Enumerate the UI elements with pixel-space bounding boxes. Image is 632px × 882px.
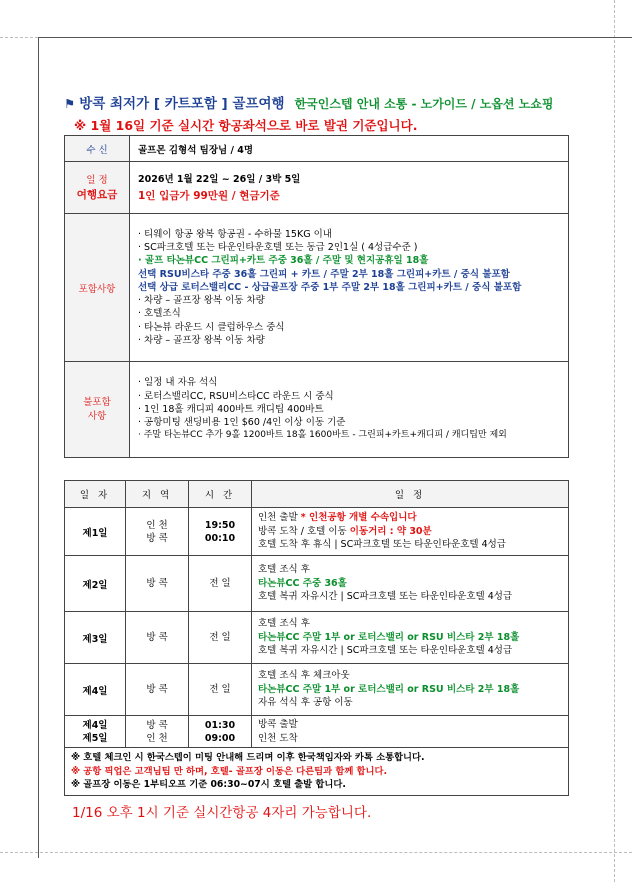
included-item: · 골프 타논뷰CC 그린피+카트 주중 36홀 / 주말 및 현지공휴일 18홀 <box>138 255 429 267</box>
day-location: 방 콕 <box>126 556 189 612</box>
plan-line: 호텔 조식 후 <box>258 564 310 576</box>
day-label <box>65 716 126 748</box>
day-label: 제1일 <box>65 508 126 556</box>
location-line: 인 천 <box>146 732 168 744</box>
time-line: 09:00 <box>204 732 236 744</box>
notes-row <box>65 748 569 796</box>
plan-line: 인천 도착 <box>258 732 298 744</box>
included-label: 포함사항 <box>65 214 130 362</box>
notes-cell <box>65 748 569 796</box>
booking-notice: ※ 1월 16일 기준 실시간 항공좌석으로 바로 발권 기준입니다. <box>74 118 418 133</box>
flag-icon: ⚑ <box>64 96 76 111</box>
excluded-label-2: 사항 <box>87 410 107 422</box>
schedule-label-2: 여행요금 <box>76 188 118 201</box>
time-line: 01:30 <box>204 719 236 731</box>
location-line: 방 콕 <box>146 719 168 731</box>
excluded-list <box>130 362 569 458</box>
location-line: 방 콕 <box>146 532 168 544</box>
plan-highlight: 이동거리 : 약 30분 <box>349 525 432 537</box>
day-time <box>189 508 252 556</box>
day-location <box>126 716 189 748</box>
excluded-row <box>65 362 569 458</box>
day-time: 전 일 <box>189 556 252 612</box>
day-location: 방 콕 <box>126 664 189 716</box>
included-item: · SC파크호텔 또는 타운인타운호텔 또는 동급 2인1실 ( 4성급수준 ) <box>138 242 418 254</box>
schedule-row <box>65 162 569 214</box>
header-date: 일 자 <box>65 481 126 508</box>
location-line: 인 천 <box>146 519 168 531</box>
schedule-dates: 2026년 1월 22일 ~ 26일 / 3박 5일 <box>138 173 301 185</box>
plan-line <box>258 511 562 525</box>
included-item: · 티웨이 항공 왕복 항공권 - 수하물 15KG 이내 <box>138 229 332 241</box>
day-label: 제3일 <box>65 612 126 664</box>
excluded-label-1: 불포함 <box>83 396 111 408</box>
excluded-item: · 로터스밸리CC, RSU비스타CC 라운드 시 중식 <box>138 390 334 402</box>
itinerary-header-row <box>65 481 569 508</box>
document-title <box>64 92 553 112</box>
recipient-row <box>65 136 569 162</box>
day-plan <box>252 716 569 748</box>
day-row <box>65 556 569 612</box>
note-line: ※ 공항 픽업은 고객님팀 만 하며, 호텔- 골프장 이동은 다른팀과 함께 합니다. <box>71 765 388 777</box>
plan-line: 방콕 출발 <box>258 719 298 730</box>
included-row <box>65 214 569 362</box>
day-plan <box>252 664 569 716</box>
schedule-price: 1인 입금가 99만원 / 현금기준 <box>138 189 280 202</box>
excluded-item: · 일정 내 자유 석식 <box>138 377 218 389</box>
note-line: ※ 호텔 체크인 시 한국스텝이 미팅 안내해 드리며 이후 한국책임자와 카톡 소통합니다. <box>71 752 425 763</box>
time-line: 19:50 <box>204 519 236 531</box>
included-item: · 차량 – 골프장 왕복 이동 차량 <box>138 295 265 307</box>
header-plan: 일 정 <box>252 481 569 508</box>
day-plan <box>252 556 569 612</box>
schedule-value <box>130 162 569 214</box>
plan-line: 호텔 조식 후 <box>258 618 310 630</box>
recipient-label: 수 신 <box>65 136 130 162</box>
plan-text: 방콕 도착 / 호텔 이동 <box>258 525 350 537</box>
day-row <box>65 664 569 716</box>
plan-text: 인천 출발 <box>258 512 301 524</box>
excluded-item: · 1인 18홀 캐디피 400바트 캐디팁 400바트 <box>138 403 324 415</box>
day-row <box>65 612 569 664</box>
header-region: 지 역 <box>126 481 189 508</box>
day-time: 전 일 <box>189 612 252 664</box>
day-row <box>65 716 569 748</box>
included-item: 선택 RSU비스타 주중 36홀 그린피 + 카트 / 주말 2부 18홀 그린피+카트 / 중식 불포함 <box>138 268 510 280</box>
included-item: · 차량 – 골프장 왕복 이동 차량 <box>138 334 265 346</box>
included-list <box>130 214 569 362</box>
day-plan <box>252 508 569 556</box>
plan-line: 타논뷰CC 주중 36홀 <box>258 577 347 589</box>
day-label: 제4일 <box>65 664 126 716</box>
plan-highlight: * 인천공항 개별 수속입니다 <box>300 512 417 524</box>
plan-line: 타논뷰CC 주말 1부 or 로터스밸리 or RSU 비스타 2부 18홀 <box>258 631 520 643</box>
included-item: · 호텔조식 <box>138 308 181 320</box>
plan-line: 자유 석식 후 공항 이동 <box>258 697 353 709</box>
day-time <box>189 716 252 748</box>
info-table <box>64 135 569 458</box>
day-label-line: 제5일 <box>82 732 108 744</box>
day-label: 제2일 <box>65 556 126 612</box>
time-line: 00:10 <box>204 532 236 544</box>
schedule-label <box>65 162 130 214</box>
plan-line: 호텔 복귀 자유시간 | SC파크호텔 또는 타운인타운호텔 4성급 <box>258 645 513 657</box>
plan-line: 호텔 도착 후 휴식 | SC파크호텔 또는 타운인타운호텔 4성급 <box>258 539 506 551</box>
day-label-line: 제4일 <box>82 719 108 731</box>
schedule-label-1: 일 정 <box>86 174 108 186</box>
plan-line: 타논뷰CC 주말 1부 or 로터스밸리 or RSU 비스타 2부 18홀 <box>258 683 520 695</box>
included-item: 선택 상급 로터스밸리CC - 상급골프장 주중 1부 주말 2부 18홀 그린피+카트 / 중식 불포함 <box>138 281 522 293</box>
excluded-item: · 주말 타논뷰CC 추가 9홀 1200바트 18홀 1600바트 - 그린피+카트+캐디피 / 캐디팁만 제외 <box>138 430 507 441</box>
included-item: · 타논뷰 라운드 시 클럽하우스 중식 <box>138 321 285 333</box>
day-location <box>126 508 189 556</box>
header-time: 시 간 <box>189 481 252 508</box>
recipient-value: 골프몬 김형석 팀장님 / 4명 <box>130 136 569 162</box>
availability-footer: 1/16 오후 1시 기준 실시간항공 4자리 가능합니다. <box>72 805 372 821</box>
day-time: 전 일 <box>189 664 252 716</box>
day-plan <box>252 612 569 664</box>
itinerary-table <box>64 480 569 796</box>
title-sub: 한국인스텝 안내 소통 - 노가이드 / 노옵션 노쇼핑 <box>294 97 554 111</box>
day-location: 방 콕 <box>126 612 189 664</box>
plan-line: 호텔 조식 후 체크아웃 <box>258 670 350 682</box>
note-line: ※ 골프장 이동은 1부티오프 기준 06:30~07시 호텔 출발 합니다. <box>71 779 346 790</box>
excluded-label <box>65 362 130 458</box>
plan-line: 호텔 복귀 자유시간 | SC파크호텔 또는 타운인타운호텔 4성급 <box>258 591 513 603</box>
plan-line <box>258 525 562 539</box>
title-main: 방콕 최저가 [ 카트포함 ] 골프여행 <box>79 96 285 112</box>
day-row <box>65 508 569 556</box>
excluded-item: · 공항미팅 샌딩비용 1인 $60 /4인 이상 이동 기준 <box>138 417 346 429</box>
